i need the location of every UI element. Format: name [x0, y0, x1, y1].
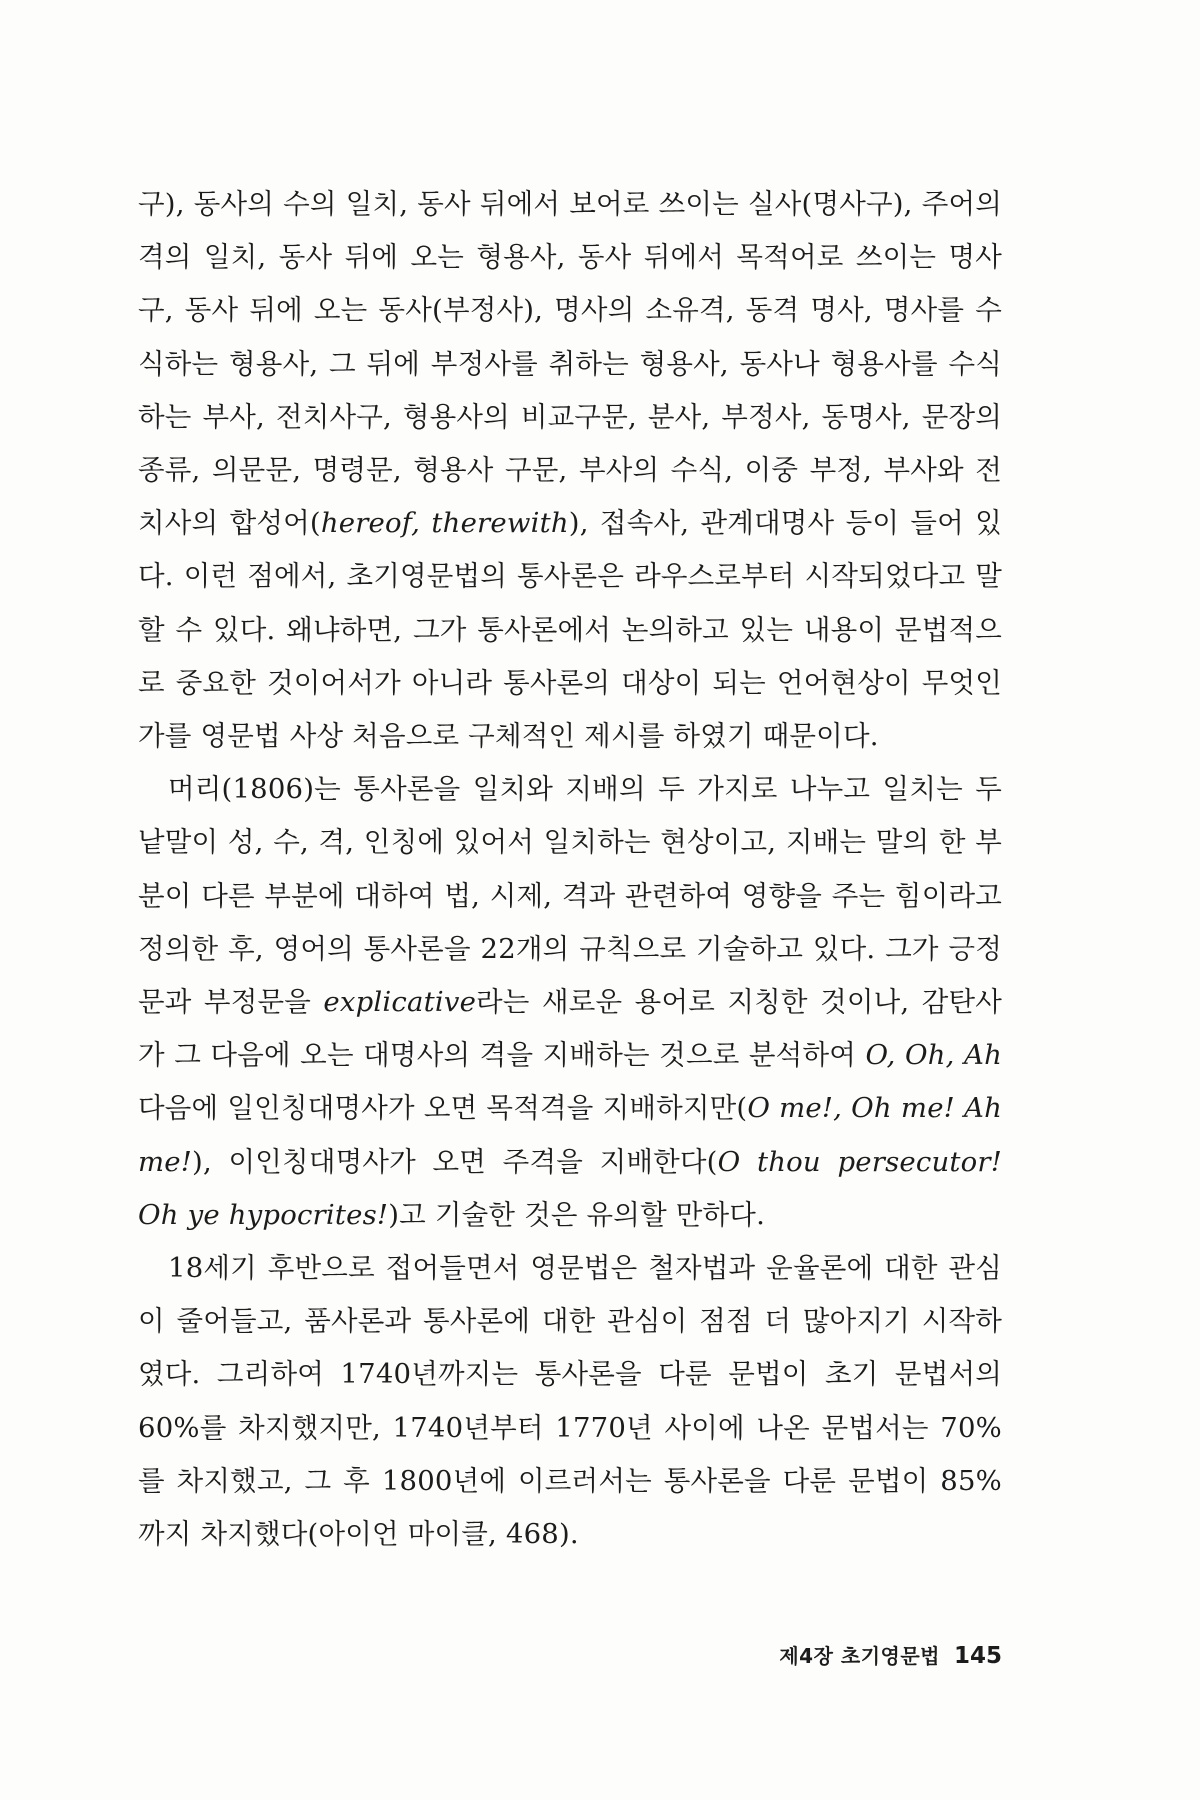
- paragraph-2: [138, 763, 1002, 1242]
- paragraph-1-text-a: 구), 동사의 수의 일치, 동사 뒤에서 보어로 쓰이는 실사(명사구), 주어의 격의 일치, 동사 뒤에 오는 형용사, 동사 뒤에서 목적어로 쓰이는 명사구, 동사 뒤에 오는 동사(부정사), 명사의 소유격, 동격 명사, 명사를 수식하는 형용사, 그 뒤에 부정사를 취하는 형용사, 동사나 형용사를 수식하는 부사, 전치사구, 형용사의 비교구문, 분사, 부정사, 동명사, 문장의 종류, 의문문, 명령문, 형용사 구문, 부사의 수식, 이중 부정, 부사와 전치사의 합성어(: [138, 188, 1002, 540]
- paragraph-2-italic-example-1: O me!, Oh me! Ah me!: [138, 1092, 1002, 1178]
- paragraph-2-italic-interjections: O, Oh, Ah: [865, 1039, 1002, 1072]
- page-number: 145: [953, 1643, 1002, 1669]
- paragraph-2-text-g: ), 이인칭대명사가 오면 주격을 지배한다(: [192, 1145, 718, 1178]
- paragraph-2-italic-explicative: explicative: [323, 986, 477, 1019]
- chapter-title: 제4장 초기영문법: [779, 1644, 940, 1668]
- paragraph-2-text-a: 머리(1806)는 통사론을 일치와 지배의 두 가지로 나누고 일치는 두 낱말이 성, 수, 격, 인칭에 있어서 일치하는 현상이고, 지배는 말의 한 부분이 다른 부분에 대하여 법, 시제, 격과 관련하여 영향을 주는 힘이라고 정의한 후, 영어의 통사론을 22개의 규칙으로 기술하고 있다. 그가 긍정문과 부정문을: [138, 773, 1002, 1019]
- body-text: [138, 178, 1002, 1561]
- paragraph-2-italic-example-2: O thou persecutor! Oh ye hypocrites!: [138, 1145, 1002, 1231]
- paragraph-3: 18세기 후반으로 접어들면서 영문법은 철자법과 운율론에 대한 관심이 줄어들고, 품사론과 통사론에 대한 관심이 점점 더 많아지기 시작하였다. 그리하여 1740년까지는 통사론을 다룬 문법이 초기 문법서의 60%를 차지했지만, 1740년부터 1770년 사이에 나온 문법서는 70%를 차지했고, 그 후 1800년에 이르러서는 통사론을 다룬 문법이 85%까지 차지했다(아이언 마이클, 468).: [138, 1252, 1002, 1551]
- paragraph-2-text-i: )고 기술한 것은 유의할 만하다.: [388, 1198, 766, 1231]
- paragraph-1-italic-terms: hereof, therewith: [320, 507, 569, 540]
- paragraph-2-text-e: 다음에 일인칭대명사가 오면 목적격을 지배하지만(: [138, 1092, 748, 1125]
- paragraph-1-text-c: ), 접속사, 관계대명사 등이 들어 있다. 이런 점에서, 초기영문법의 통사론은 라우스로부터 시작되었다고 말할 수 있다. 왜냐하면, 그가 통사론에서 논의하고 있는 내용이 문법적으로 중요한 것이어서가 아니라 통사론의 대상이 되는 언어현상이 무엇인가를 영문법 사상 처음으로 구체적인 제시를 하였기 때문이다.: [138, 507, 1002, 753]
- paragraph-2-text-c: 라는 새로운 용어로 지칭한 것이나, 감탄사가 그 다음에 오는 대명사의 격을 지배하는 것으로 분석하여: [138, 986, 1002, 1072]
- paragraph-1: [138, 178, 1002, 763]
- page-footer: [760, 1640, 1002, 1669]
